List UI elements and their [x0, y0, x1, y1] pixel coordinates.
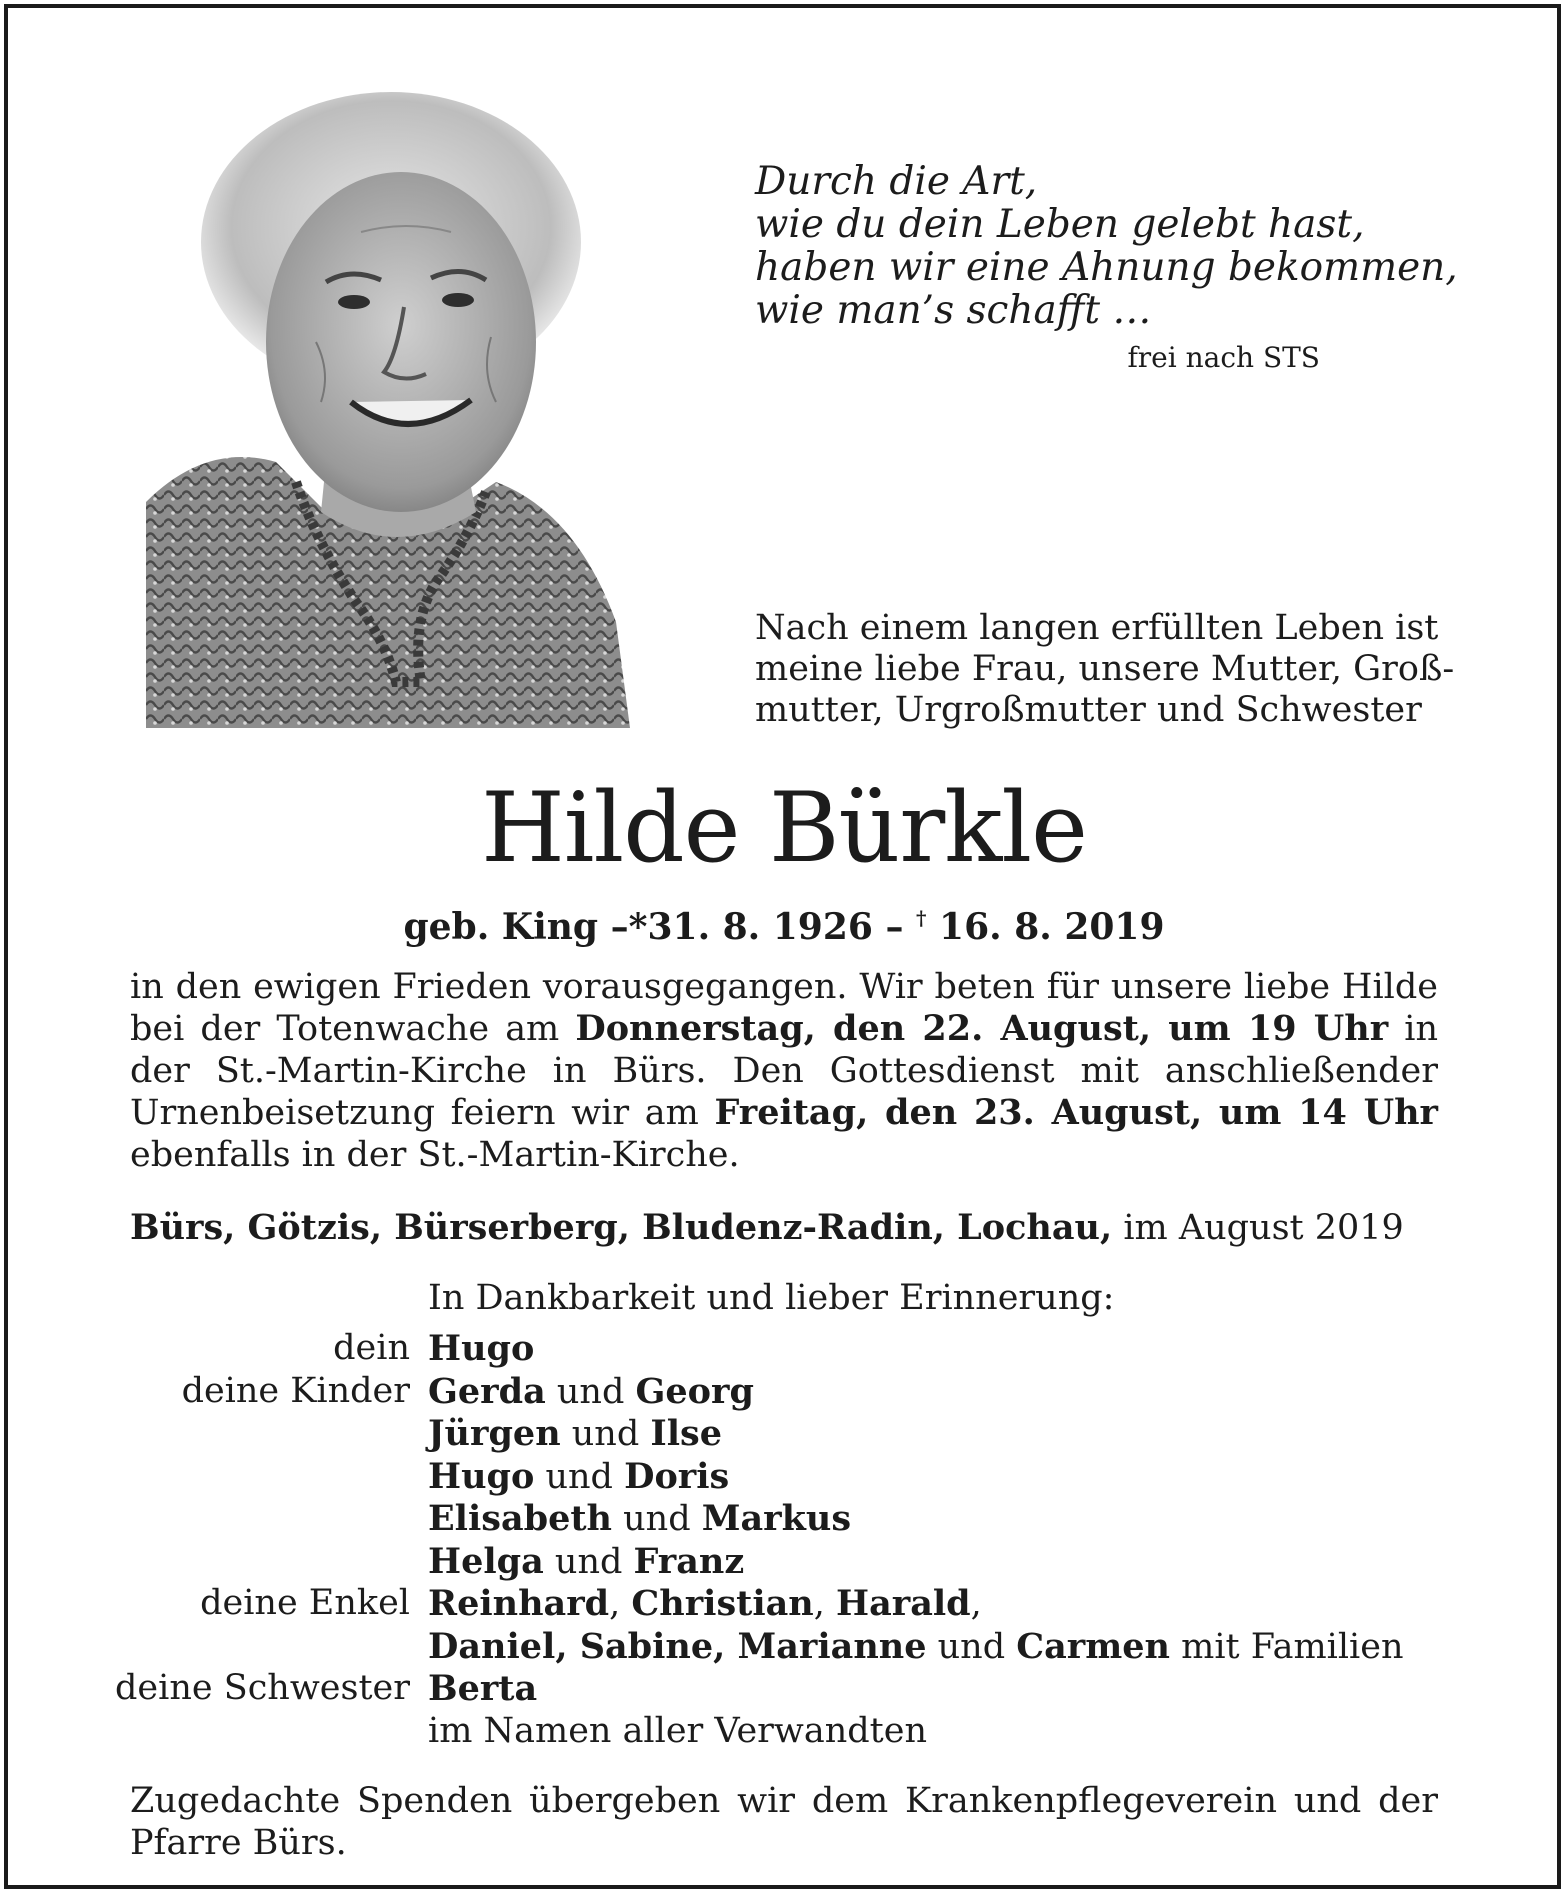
- intro-line: mutter, Urgroßmutter und Schwester: [755, 690, 1422, 730]
- spouse-name: Ilse: [650, 1413, 723, 1454]
- family-row: [90, 1583, 1490, 1626]
- deceased-name: Hilde Bürkle: [481, 772, 1087, 884]
- conjunction: und: [534, 1456, 625, 1497]
- relation-label: deine Kinder: [181, 1370, 410, 1411]
- death-symbol: †: [916, 906, 927, 930]
- separator: ,: [609, 1584, 632, 1624]
- relation-label: deine Enkel: [200, 1583, 410, 1623]
- family-row: [90, 1498, 1490, 1541]
- quote-line: wie du dein Leben gelebt hast,: [755, 202, 1365, 247]
- announcement-paragraph: [130, 966, 1438, 1176]
- grandchild-name: Carmen: [1016, 1625, 1170, 1667]
- spouse-name: Georg: [635, 1370, 754, 1412]
- places-line: [130, 1207, 1470, 1249]
- intro-text: [755, 608, 1455, 731]
- child-name: Gerda: [428, 1370, 546, 1412]
- grandchild-name: Reinhard: [428, 1583, 610, 1624]
- service-datetime: Freitag, den 23. August, um 14 Uhr: [714, 1092, 1438, 1133]
- wake-datetime: Donnerstag, den 22. August, um 19 Uhr: [575, 1008, 1389, 1049]
- family-row: [90, 1371, 1490, 1414]
- family-row: [90, 1626, 1490, 1669]
- portrait-photo: [146, 82, 630, 728]
- family-row: [90, 1711, 1490, 1753]
- intro-line: meine liebe Frau, unsere Mutter, Groß-: [755, 649, 1455, 689]
- quote-source: frei nach STS: [1127, 341, 1320, 374]
- intro-line: Nach einem langen erfüllten Leben ist: [755, 608, 1439, 648]
- quote-line: haben wir eine Ahnung bekommen,: [755, 245, 1458, 290]
- family-row: [90, 1413, 1490, 1456]
- sister-name: Berta: [428, 1668, 538, 1709]
- separator: ,: [970, 1584, 982, 1624]
- child-name: Helga: [428, 1540, 544, 1582]
- birth-symbol: *: [628, 906, 648, 948]
- conjunction: und: [612, 1499, 702, 1539]
- family-row: [90, 1456, 1490, 1499]
- grandchild-name: Christian: [631, 1583, 814, 1624]
- grandchild-names: Daniel, Sabine, Marianne: [428, 1625, 927, 1667]
- child-name: Elisabeth: [428, 1498, 613, 1539]
- closing-line: im Namen aller Verwandten: [428, 1710, 927, 1751]
- child-name: Hugo: [428, 1455, 535, 1497]
- quote-line: wie man’s schafft …: [755, 288, 1152, 333]
- thanks-line: In Dankbarkeit und lieber Erinnerung:: [428, 1278, 1115, 1318]
- relation-label: dein: [333, 1328, 410, 1368]
- family-row: [90, 1328, 1490, 1371]
- family-row: [90, 1668, 1490, 1711]
- conjunction: und: [543, 1541, 634, 1582]
- donation-note: Zugedachte Spenden übergeben wir dem Krankenpflegeverein und der Pfarre Bürs.: [130, 1781, 1438, 1863]
- death-date: 16. 8. 2019: [939, 906, 1165, 948]
- quote-line: Durch die Art,: [755, 159, 1038, 204]
- relation-label: deine Schwester: [115, 1668, 410, 1708]
- epigraph-quote: [755, 159, 1458, 333]
- family-row: [90, 1541, 1490, 1584]
- conjunction: und: [560, 1414, 651, 1454]
- announcement-text: in der St.-Martin-Kirche in Bürs. Den Gottesdienst mit anschließender Urnenbeisetzung feiern wir am: [130, 1009, 1438, 1133]
- family-list: [90, 1328, 1490, 1752]
- places-date: im August 2019: [1112, 1208, 1404, 1248]
- announcement-text: in den ewigen Frieden vorausgegangen. Wir beten für unsere liebe Hilde bei der Totenwache am: [130, 967, 1438, 1049]
- separator: ,: [813, 1584, 837, 1624]
- spouse-name: Doris: [624, 1455, 730, 1497]
- families-suffix: mit Familien: [1170, 1626, 1404, 1667]
- child-name: Jürgen: [428, 1413, 561, 1454]
- birth-date: 31. 8. 1926 –: [647, 906, 904, 948]
- spouse-name: Markus: [701, 1498, 852, 1539]
- places-list: Bürs, Götzis, Bürserberg, Bludenz-Radin, Lochau,: [130, 1207, 1113, 1248]
- life-dates: [0, 896, 1568, 949]
- maiden-name: geb. King –: [403, 906, 629, 948]
- husband-name: Hugo: [428, 1328, 535, 1369]
- grandchild-name: Harald: [836, 1583, 971, 1624]
- conjunction: und: [926, 1626, 1017, 1667]
- spouse-name: Franz: [633, 1540, 745, 1582]
- conjunction: und: [545, 1371, 636, 1412]
- announcement-text: ebenfalls in der St.-Martin-Kirche.: [130, 1135, 740, 1175]
